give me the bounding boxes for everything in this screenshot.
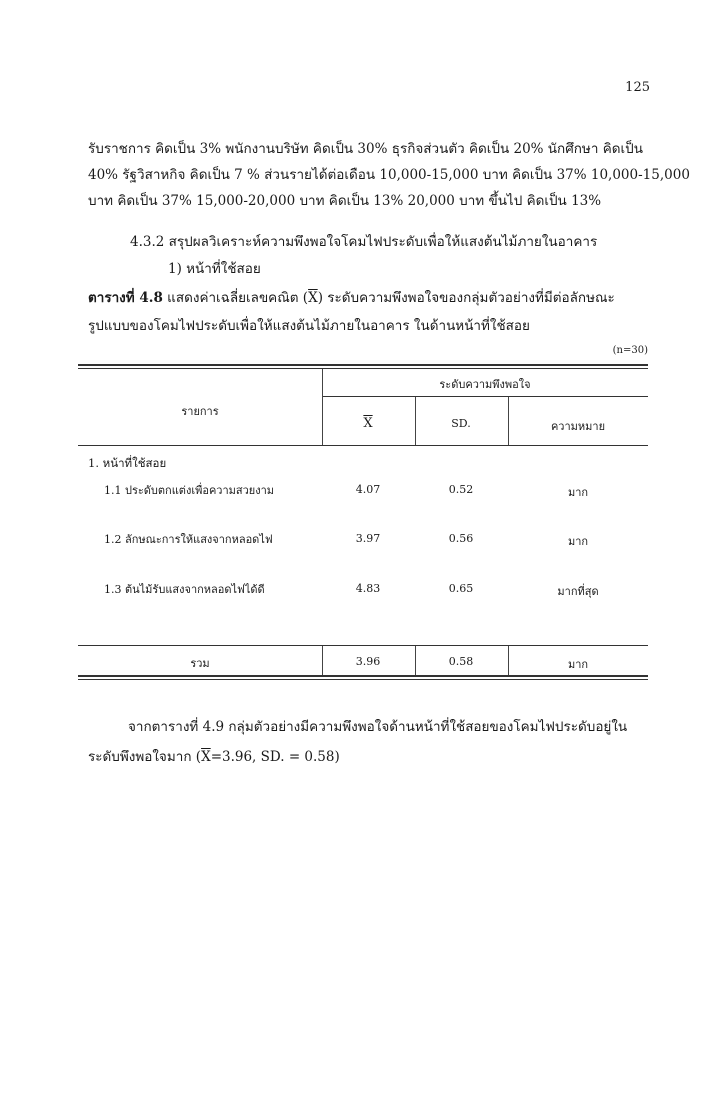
caption-label: ตารางที่ 4.8 (88, 290, 163, 306)
paragraph-line: 40% รัฐวิสาหกิจ คิดเป็น 7 % ส่วนรายได้ต่อเดือน 10,000-15,000 บาท คิดเป็น 37% 10,000-15,000 (88, 167, 690, 183)
header-bottom-rule (78, 445, 648, 446)
header-divider (322, 396, 648, 397)
body-paragraph (88, 136, 690, 214)
page-number: 125 (625, 80, 650, 95)
row-mean: 3.97 (355, 532, 381, 545)
row-item: 1.1 ประดับตกแต่งเพื่อความสวยงาม (104, 484, 275, 497)
column-divider (508, 397, 509, 445)
row-meaning: มากที่สุด (557, 585, 599, 598)
caption-text: ) ระดับความพึงพอใจของกลุ่มตัวอย่างที่มีต่อลักษณะ (317, 290, 615, 306)
column-divider (415, 397, 416, 445)
caption-line: รูปแบบของโคมไฟประดับเพื่อให้แสงต้นไม้ภายในอาคาร ในด้านหน้าที่ใช้สอย (88, 318, 530, 334)
total-meaning: มาก (567, 658, 589, 671)
table-bottom-rule (78, 675, 648, 677)
total-mean: 3.96 (355, 655, 381, 668)
paragraph-line: บาท คิดเป็น 37% 15,000-20,000 บาท คิดเป็น 13% 20,000 บาท ขึ้นไป คิดเป็น 13% (88, 193, 602, 209)
row-sd: 0.56 (448, 532, 474, 545)
header-meaning: ความหมาย (550, 420, 606, 433)
paragraph-line: รับราชการ คิดเป็น 3% พนักงานบริษัท คิดเป็น 30% ธุรกิจส่วนตัว คิดเป็น 20% นักศึกษา คิดเป็น (88, 141, 643, 157)
total-label: รวม (190, 657, 210, 670)
total-sd: 0.58 (448, 655, 474, 668)
summary-text: ระดับพึงพอใจมาก ( (88, 749, 202, 765)
section-heading: 4.3.2 สรุปผลวิเคราะห์ความพึงพอใจโคมไฟประดับเพื่อให้แสงต้นไม้ภายในอาคาร (130, 234, 598, 250)
mean-symbol: $\overline{X}$ (201, 749, 211, 765)
total-top-rule (78, 645, 648, 646)
summary-line: จากตารางที่ 4.9 กลุ่มตัวอย่างมีความพึงพอใจด้านหน้าที่ใช้สอยของโคมไฟประดับอยู่ใน (128, 719, 628, 735)
row-sd: 0.65 (448, 582, 474, 595)
header-item: รายการ (181, 405, 219, 418)
row-mean: 4.07 (355, 483, 381, 496)
summary-paragraph (88, 712, 658, 772)
column-divider (508, 646, 509, 675)
column-divider (322, 646, 323, 675)
table-top-rule (78, 364, 648, 366)
row-mean: 4.83 (355, 582, 381, 595)
header-group: ระดับความพึงพอใจ (439, 378, 531, 391)
category-label: 1. หน้าที่ใช้สอย (88, 456, 167, 470)
row-item: 1.2 ลักษณะการให้แสงจากหลอดไฟ (104, 533, 273, 546)
row-sd: 0.52 (448, 483, 474, 496)
row-meaning: มาก (567, 486, 589, 499)
table-bottom-rule (78, 679, 648, 680)
summary-text: =3.96, SD. = 0.58) (210, 749, 340, 765)
caption-text: แสดงค่าเฉลี่ยเลขคณิต ( (162, 290, 309, 306)
header-sd: SD. (451, 417, 471, 430)
column-divider (322, 369, 323, 445)
row-item: 1.3 ต้นไม้รับแสงจากหลอดไฟได้ดี (104, 583, 265, 596)
mean-symbol: $\overline{X}$ (308, 290, 318, 306)
row-meaning: มาก (567, 535, 589, 548)
subsection-heading: 1) หน้าที่ใช้สอย (168, 261, 261, 277)
table-caption (88, 284, 658, 340)
header-mean: $\overline{X}$ (363, 416, 373, 431)
column-divider (415, 646, 416, 675)
sample-size-note: (n=30) (612, 345, 648, 356)
table-top-rule (78, 368, 648, 369)
